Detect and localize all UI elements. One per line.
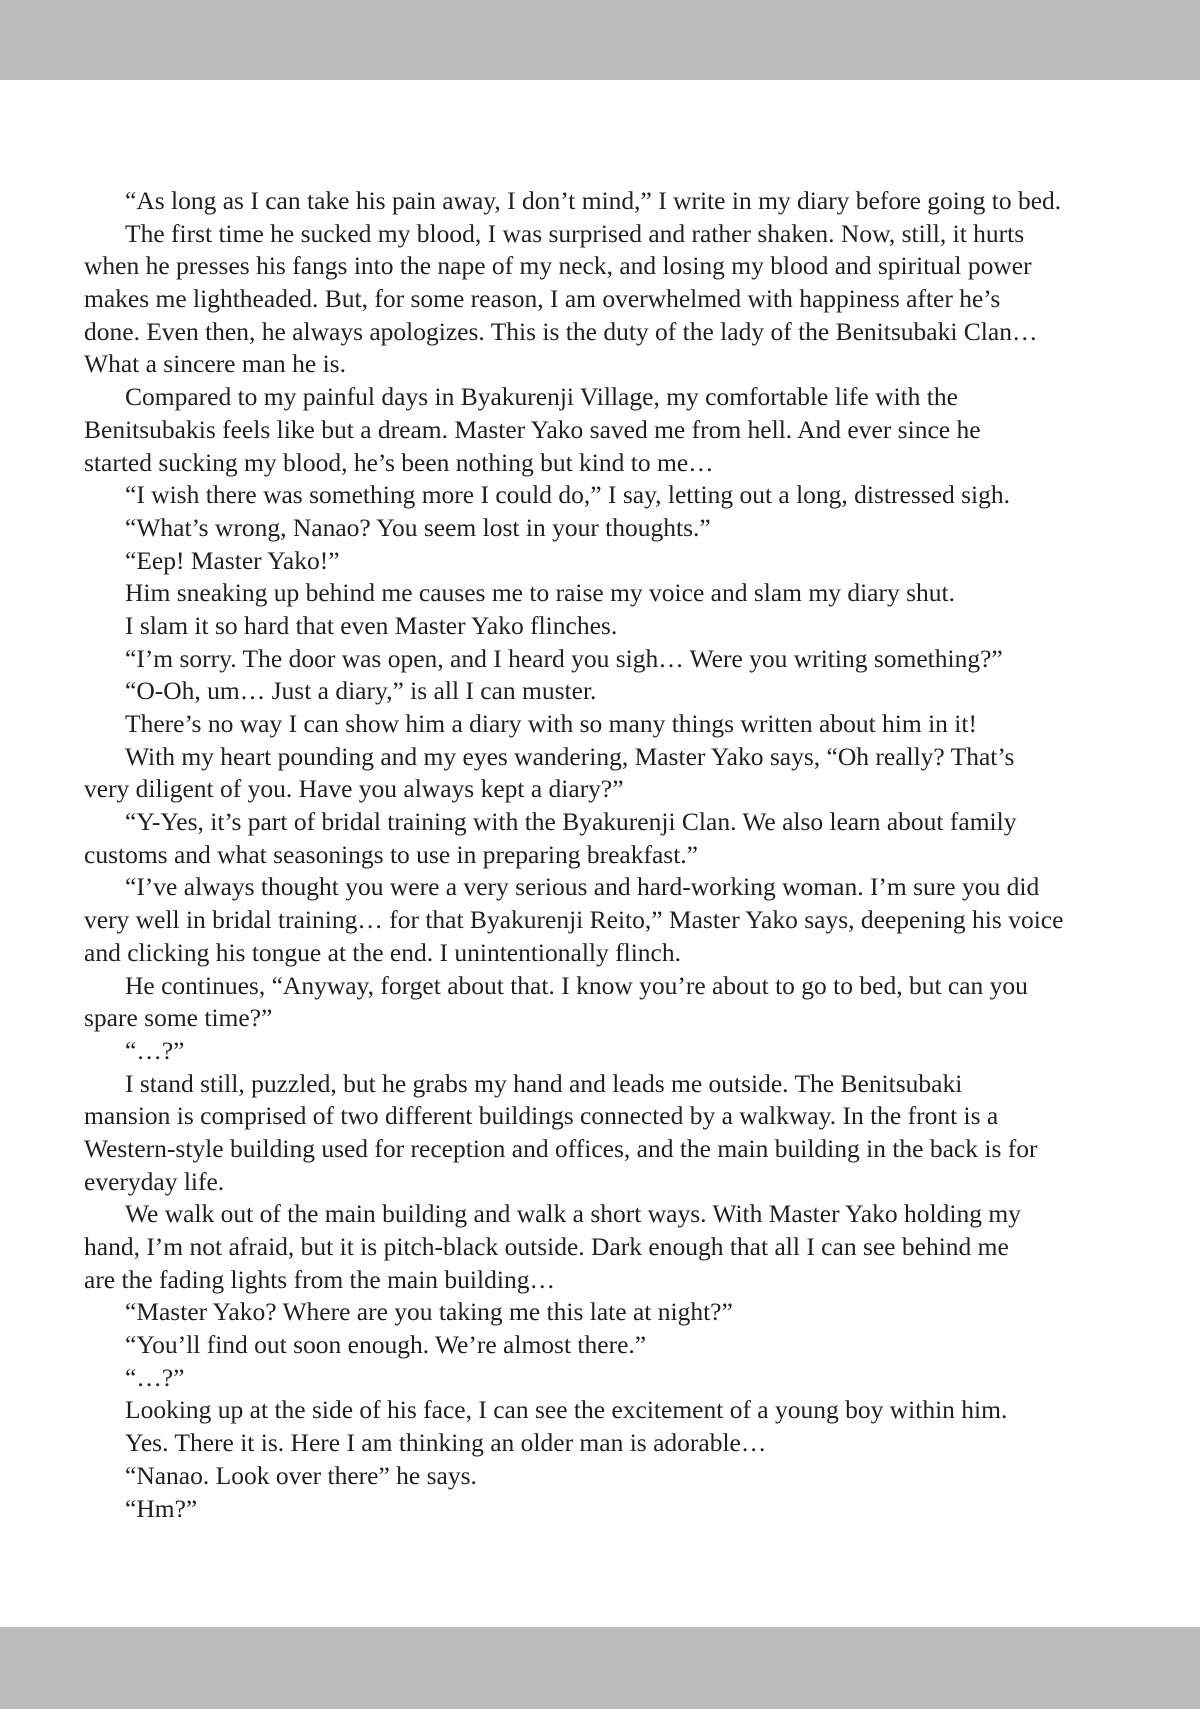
text-line: “Nanao. Look over there” he says. xyxy=(125,1460,477,1490)
text-line: customs and what seasonings to use in preparing breakfast.” xyxy=(84,839,698,869)
paragraph xyxy=(84,1493,1174,1526)
paragraph xyxy=(84,1068,1174,1199)
paragraph xyxy=(84,479,1174,512)
text-line: The first time he sucked my blood, I was surprised and rather shaken. Now, still, it hurts xyxy=(125,218,1025,248)
paragraph xyxy=(84,970,1174,1035)
text-line: Looking up at the side of his face, I can see the excitement of a young boy within him. xyxy=(125,1395,1008,1425)
text-line: We walk out of the main building and walk a short ways. With Master Yako holding my xyxy=(125,1199,1021,1229)
text-line: “You’ll find out soon enough. We’re almost there.” xyxy=(125,1330,647,1360)
text-line: spare some time?” xyxy=(84,1003,273,1033)
paragraph xyxy=(84,1198,1174,1296)
paragraph xyxy=(84,185,1174,218)
text-line: hand, I’m not afraid, but it is pitch-black outside. Dark enough that all I can see behind me xyxy=(84,1232,1009,1261)
text-line: “As long as I can take his pain away, I don’t mind,” I write in my diary before going to bed. xyxy=(125,186,1062,215)
text-line: “Master Yako? Where are you taking me this late at night?” xyxy=(125,1297,733,1327)
paragraph xyxy=(84,708,1174,741)
text-line: “Eep! Master Yako!” xyxy=(125,545,340,575)
paragraph xyxy=(84,1362,1174,1395)
paragraph xyxy=(84,1394,1174,1427)
text-line: and clicking his tongue at the end. I unintentionally flinch. xyxy=(84,937,681,967)
text-line: With my heart pounding and my eyes wandering, Master Yako says, “Oh really? That’s xyxy=(125,741,1015,771)
text-line: when he presses his fangs into the nape of my neck, and losing my blood and spiritual power xyxy=(84,251,1032,281)
paragraph xyxy=(84,545,1174,578)
text-line: very diligent of you. Have you always kept a diary?” xyxy=(84,774,624,804)
text-line: “…?” xyxy=(125,1035,185,1065)
text-line: Yes. There it is. Here I am thinking an older man is adorable… xyxy=(125,1428,767,1458)
text-line: “I wish there was something more I could do,” I say, letting out a long, distressed sigh. xyxy=(125,480,1011,510)
paragraph xyxy=(84,675,1174,708)
text-line: Compared to my painful days in Byakurenji Village, my comfortable life with the xyxy=(125,382,958,412)
text-line: “Hm?” xyxy=(125,1493,198,1523)
text-line: mansion is comprised of two different buildings connected by a walkway. In the front is a xyxy=(84,1101,999,1131)
paragraph xyxy=(84,218,1174,381)
paragraph xyxy=(84,1035,1174,1068)
text-line: He continues, “Anyway, forget about that. I know you’re about to go to bed, but can you xyxy=(125,970,1028,1000)
text-line: “I’ve always thought you were a very serious and hard-working woman. I’m sure you did xyxy=(125,872,1040,902)
paragraph xyxy=(84,1427,1174,1460)
text-line: “Y-Yes, it’s part of bridal training with the Byakurenji Clan. We also learn about family xyxy=(125,807,1017,837)
page-body-text xyxy=(84,185,1174,1525)
text-line: everyday life. xyxy=(84,1166,225,1196)
text-line: What a sincere man he is. xyxy=(84,349,346,379)
paragraph xyxy=(84,741,1174,806)
paragraph xyxy=(84,871,1174,969)
text-line: “O-Oh, um… Just a diary,” is all I can muster. xyxy=(125,676,597,706)
bottom-gray-band xyxy=(0,1627,1200,1709)
paragraph xyxy=(84,577,1174,610)
text-line: very well in bridal training… for that Byakurenji Reito,” Master Yako says, deepening his voice xyxy=(84,905,1064,935)
text-line: done. Even then, he always apologizes. This is the duty of the lady of the Benitsubaki Clan… xyxy=(84,316,1038,346)
text-line: “What’s wrong, Nanao? You seem lost in your thoughts.” xyxy=(125,512,711,542)
text-line: I slam it so hard that even Master Yako flinches. xyxy=(125,610,618,640)
text-line: There’s no way I can show him a diary with so many things written about him in it! xyxy=(125,709,977,738)
text-line: “I’m sorry. The door was open, and I heard you sigh… Were you writing something?” xyxy=(125,643,1003,673)
text-line: Benitsubakis feels like but a dream. Master Yako saved me from hell. And ever since he xyxy=(84,414,981,444)
paragraph xyxy=(84,512,1174,545)
text-line: are the fading lights from the main building… xyxy=(84,1264,555,1294)
paragraph xyxy=(84,806,1174,871)
top-gray-band xyxy=(0,0,1200,80)
text-line: Western-style building used for reception and offices, and the main building in the back is for xyxy=(84,1133,1038,1163)
paragraph xyxy=(84,1296,1174,1329)
paragraph xyxy=(84,610,1174,643)
text-line: started sucking my blood, he’s been nothing but kind to me… xyxy=(84,447,714,477)
paragraph xyxy=(84,1329,1174,1362)
paragraph xyxy=(84,381,1174,479)
paragraph xyxy=(84,1460,1174,1493)
text-line: Him sneaking up behind me causes me to raise my voice and slam my diary shut. xyxy=(125,578,955,608)
paragraph xyxy=(84,643,1174,676)
text-line: makes me lightheaded. But, for some reason, I am overwhelmed with happiness after he’s xyxy=(84,284,1001,314)
text-line: I stand still, puzzled, but he grabs my hand and leads me outside. The Benitsubaki xyxy=(125,1068,963,1098)
text-line: “…?” xyxy=(125,1362,185,1392)
